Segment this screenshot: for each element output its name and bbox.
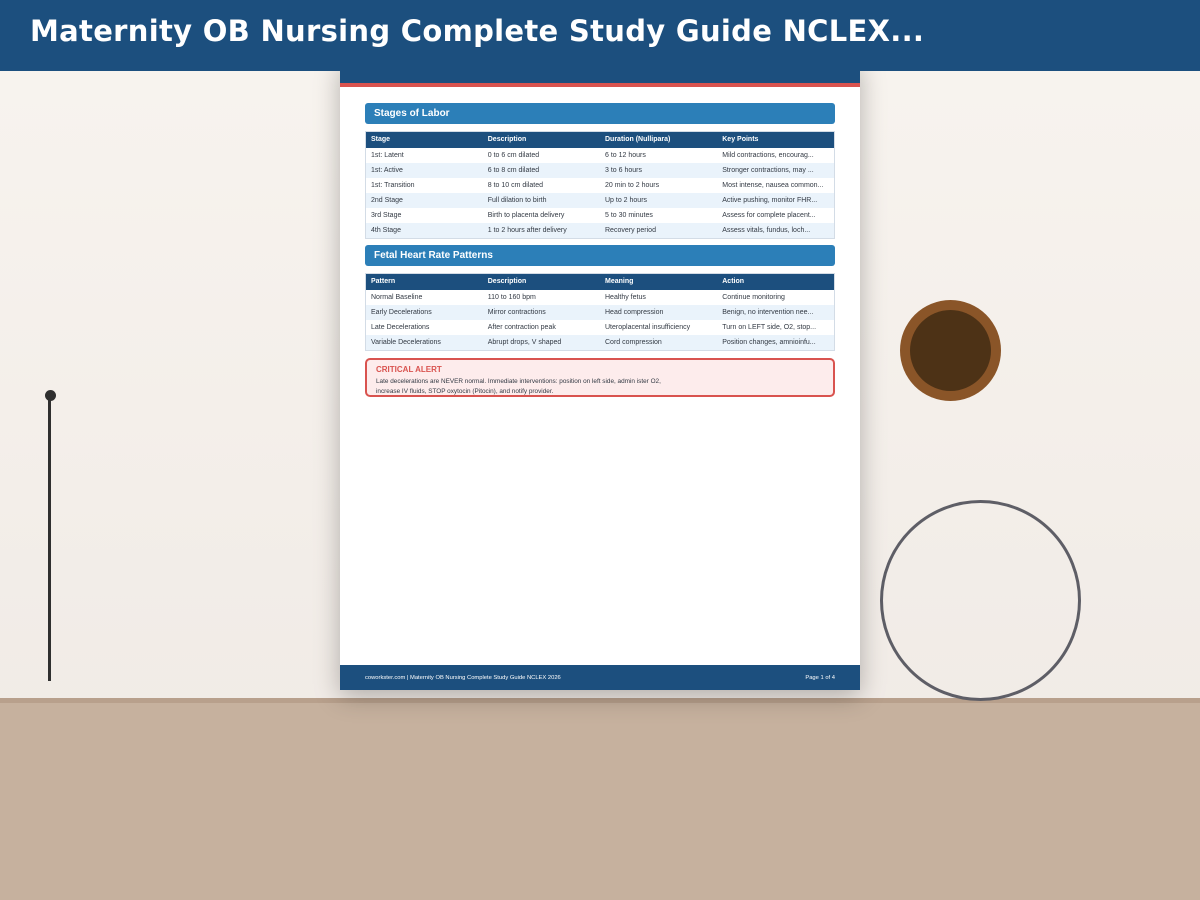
- column-header: Meaning: [600, 274, 717, 290]
- stethoscope-icon: [880, 500, 1081, 701]
- table-cell: Recovery period: [600, 223, 717, 238]
- table-cell: Healthy fetus: [605, 293, 646, 301]
- page-footer: [340, 665, 860, 690]
- table-cell: Benign, no intervention nee...: [717, 305, 834, 320]
- pen-icon: [48, 397, 51, 681]
- table-row: [366, 223, 835, 238]
- table-cell: 5 to 30 minutes: [605, 212, 653, 220]
- table-row: [366, 193, 835, 208]
- table-cell: Assess vitals, fundus, loch...: [717, 223, 834, 238]
- table-cell: Early Decelerations: [366, 305, 483, 320]
- table-row: [366, 335, 835, 350]
- table-header-row: [366, 274, 835, 290]
- table-row: [366, 163, 835, 178]
- table-cell: 110 to 160 bpm: [487, 293, 536, 301]
- column-header: Stage: [366, 132, 483, 148]
- table-cell: Birth to placenta delivery: [487, 212, 565, 220]
- table-cell: 8 to 10 cm dilated: [487, 181, 544, 189]
- section-heading-stages: [365, 103, 835, 124]
- table-cell: 1st: Transition: [371, 181, 415, 189]
- section-heading-fhr: [365, 245, 835, 266]
- table-cell: After contraction peak: [487, 323, 556, 331]
- coffee-cup-icon: [900, 300, 1001, 401]
- table-cell: 0 to 6 cm dilated: [487, 151, 540, 159]
- table-row: [366, 290, 835, 305]
- column-header: Description: [483, 274, 600, 290]
- column-header: Pattern: [366, 274, 483, 290]
- column-header: Action: [717, 274, 834, 290]
- footer-source: coworkster.com | Maternity OB Nursing Complete Study Guide NCLEX 2026: [365, 675, 561, 681]
- page-title: Maternity OB Nursing Complete Study Guide NCLEX...: [30, 14, 925, 48]
- title-banner: [0, 0, 1200, 71]
- table-cell: Continue monitoring: [722, 293, 785, 301]
- table-row: [366, 320, 835, 335]
- stages-table: [365, 131, 835, 239]
- table-cell: Position changes, amnioinfu...: [717, 335, 834, 350]
- table-row: [366, 208, 835, 223]
- section-title-fhr: Fetal Heart Rate Patterns: [374, 250, 493, 261]
- alert-title: CRITICAL ALERT: [376, 365, 442, 374]
- alert-text: Late decelerations are NEVER normal. Immediate interventions: position on left side, admin ister O2, increase IV fluids, STOP oxytocin (Pitocin), and notify provider.: [376, 378, 661, 395]
- table-header-row: [366, 132, 835, 148]
- table-cell: Variable Decelerations: [366, 335, 483, 350]
- table-cell: Cord compression: [600, 335, 717, 350]
- critical-alert-box: [365, 358, 835, 397]
- table-cell: 1st: Active: [366, 163, 483, 178]
- table-cell: 3 to 6 hours: [600, 163, 717, 178]
- table-cell: 6 to 8 cm dilated: [483, 163, 600, 178]
- table-cell: 1st: Latent: [371, 151, 404, 159]
- table-cell: Normal Baseline: [371, 293, 423, 301]
- study-guide-page: [340, 60, 860, 690]
- table-cell: Full dilation to birth: [483, 193, 600, 208]
- fhr-table: [365, 273, 835, 351]
- desk-surface: [0, 698, 1200, 900]
- table-cell: 6 to 12 hours: [605, 151, 646, 159]
- table-cell: Abrupt drops, V shaped: [483, 335, 600, 350]
- table-cell: Stronger contractions, may ...: [717, 163, 834, 178]
- table-cell: Late Decelerations: [371, 323, 430, 331]
- table-row: [366, 178, 835, 193]
- table-row: [366, 148, 835, 163]
- section-title-stages: Stages of Labor: [374, 108, 450, 119]
- table-cell: 1 to 2 hours after delivery: [483, 223, 600, 238]
- table-cell: Most intense, nausea common...: [722, 181, 824, 189]
- column-header: Key Points: [717, 132, 834, 148]
- table-cell: Turn on LEFT side, O2, stop...: [722, 323, 817, 331]
- table-cell: 20 min to 2 hours: [605, 181, 660, 189]
- column-header: Description: [483, 132, 600, 148]
- table-cell: Assess for complete placent...: [722, 212, 816, 220]
- table-cell: Mild contractions, encourag...: [722, 151, 814, 159]
- table-cell: Head compression: [600, 305, 717, 320]
- table-cell: Mirror contractions: [483, 305, 600, 320]
- table-row: [366, 305, 835, 320]
- table-cell: Active pushing, monitor FHR...: [717, 193, 834, 208]
- coffee-liquid: [910, 310, 991, 391]
- page-number: Page 1 of 4: [805, 675, 835, 681]
- column-header: Duration (Nullipara): [600, 132, 717, 148]
- table-cell: Up to 2 hours: [600, 193, 717, 208]
- table-cell: 4th Stage: [366, 223, 483, 238]
- table-cell: 3rd Stage: [371, 212, 402, 220]
- table-cell: 2nd Stage: [366, 193, 483, 208]
- table-cell: Uteroplacental insufficiency: [605, 323, 691, 331]
